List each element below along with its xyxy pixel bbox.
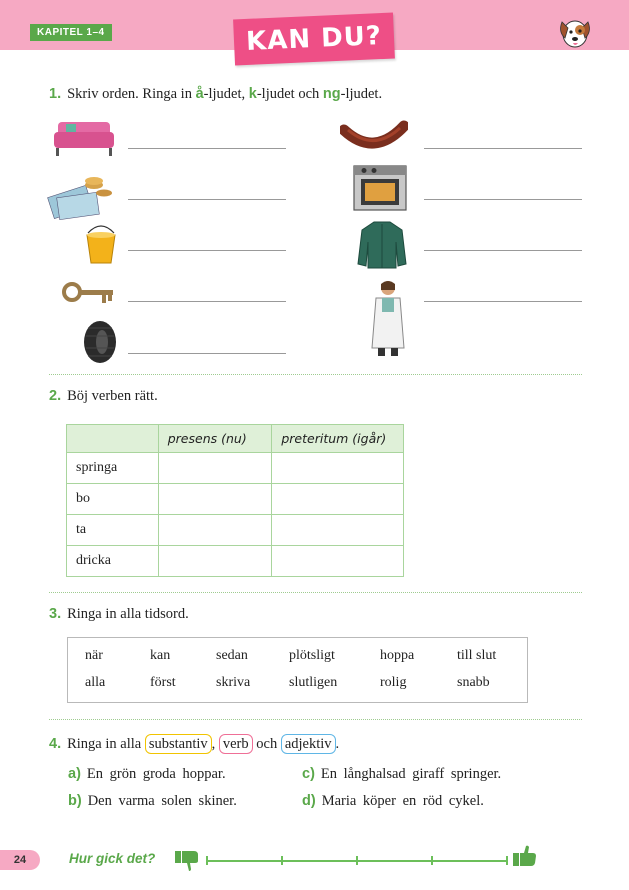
adjektiv-bubble: adjektiv bbox=[281, 734, 336, 754]
key-icon bbox=[62, 280, 116, 310]
jacket-icon bbox=[356, 218, 408, 272]
answer-line[interactable] bbox=[128, 250, 286, 251]
verb-cell: springa bbox=[67, 453, 159, 484]
title-banner bbox=[233, 13, 395, 66]
word-item[interactable]: när bbox=[85, 648, 103, 663]
bucket-icon bbox=[84, 225, 118, 265]
sausage-icon bbox=[340, 118, 408, 152]
oven-icon bbox=[352, 164, 408, 212]
word-item[interactable]: slutligen bbox=[289, 675, 338, 690]
word-item[interactable]: till slut bbox=[457, 648, 497, 663]
answer-line[interactable] bbox=[424, 148, 582, 149]
table-header bbox=[67, 425, 159, 453]
q1-instruction: 1. Skriv orden. Ringa in å-ljudet, k-ljudet och ng-ljudet. bbox=[49, 86, 383, 102]
tire-icon bbox=[82, 320, 118, 364]
doctor-icon bbox=[368, 278, 408, 358]
verb-cell: dricka bbox=[67, 546, 159, 577]
word-item[interactable]: plötsligt bbox=[289, 648, 335, 663]
q2-instruction: 2. Böj verben rätt. bbox=[49, 388, 158, 404]
money-icon bbox=[46, 173, 116, 221]
word-box bbox=[67, 637, 528, 703]
word-item[interactable]: hoppa bbox=[380, 648, 415, 663]
answer-cell[interactable] bbox=[158, 484, 272, 515]
table-header: preteritum (igår) bbox=[272, 425, 404, 453]
self-assessment-label: Hur gick det? bbox=[69, 851, 156, 866]
sofa-icon bbox=[52, 118, 116, 160]
answer-line[interactable] bbox=[424, 301, 582, 302]
answer-cell[interactable] bbox=[272, 546, 404, 577]
table-header: presens (nu) bbox=[158, 425, 272, 453]
sentence-b[interactable]: b) Den varma solen skiner. bbox=[68, 793, 237, 809]
table-row bbox=[67, 515, 404, 546]
word-item[interactable]: skriva bbox=[216, 675, 251, 690]
rating-tick[interactable] bbox=[431, 856, 433, 865]
word-item[interactable]: alla bbox=[85, 675, 106, 690]
chapter-tag: KAPITEL 1–4 bbox=[30, 24, 112, 41]
rating-tick[interactable] bbox=[281, 856, 283, 865]
answer-line[interactable] bbox=[424, 199, 582, 200]
word-item[interactable]: sedan bbox=[216, 648, 248, 663]
table-row bbox=[67, 453, 404, 484]
q3-instruction: 3. Ringa in alla tidsord. bbox=[49, 606, 189, 622]
answer-line[interactable] bbox=[128, 353, 286, 354]
table-row bbox=[67, 546, 404, 577]
verb-cell: bo bbox=[67, 484, 159, 515]
sound-k: k bbox=[248, 86, 257, 102]
rating-tick[interactable] bbox=[506, 856, 508, 865]
q4-instruction: 4. Ringa in alla substantiv , verb och adjektiv . bbox=[49, 736, 340, 752]
word-item[interactable]: först bbox=[150, 675, 176, 690]
verb-table bbox=[66, 424, 404, 577]
page-number: 24 bbox=[0, 850, 40, 870]
page-title: KAN DU? bbox=[245, 21, 383, 57]
answer-cell[interactable] bbox=[158, 546, 272, 577]
section-divider bbox=[49, 719, 582, 720]
sound-ng: ng bbox=[322, 86, 341, 102]
sound-aa: å bbox=[195, 86, 204, 102]
sentence-c[interactable]: c) En långhalsad giraff springer. bbox=[302, 766, 502, 782]
word-item[interactable]: rolig bbox=[380, 675, 407, 690]
answer-cell[interactable] bbox=[272, 453, 404, 484]
verb-cell: ta bbox=[67, 515, 159, 546]
verb-bubble: verb bbox=[219, 734, 253, 754]
dog-icon bbox=[556, 16, 594, 50]
thumbs-up-icon[interactable] bbox=[512, 844, 538, 868]
sentence-d[interactable]: d) Maria köper en röd cykel. bbox=[302, 793, 484, 809]
section-divider bbox=[49, 374, 582, 375]
answer-line[interactable] bbox=[424, 250, 582, 251]
answer-line[interactable] bbox=[128, 148, 286, 149]
thumbs-down-icon[interactable] bbox=[174, 848, 202, 872]
answer-line[interactable] bbox=[128, 301, 286, 302]
answer-cell[interactable] bbox=[158, 453, 272, 484]
word-item[interactable]: snabb bbox=[457, 675, 490, 690]
section-divider bbox=[49, 592, 582, 593]
table-row bbox=[67, 484, 404, 515]
answer-cell[interactable] bbox=[272, 484, 404, 515]
rating-tick[interactable] bbox=[356, 856, 358, 865]
word-item[interactable]: kan bbox=[150, 648, 171, 663]
answer-line[interactable] bbox=[128, 199, 286, 200]
rating-tick[interactable] bbox=[206, 856, 208, 865]
answer-cell[interactable] bbox=[158, 515, 272, 546]
table-header-row bbox=[67, 425, 404, 453]
substantiv-bubble: substantiv bbox=[145, 734, 212, 754]
answer-cell[interactable] bbox=[272, 515, 404, 546]
sentence-a[interactable]: a) En grön groda hoppar. bbox=[68, 766, 226, 782]
